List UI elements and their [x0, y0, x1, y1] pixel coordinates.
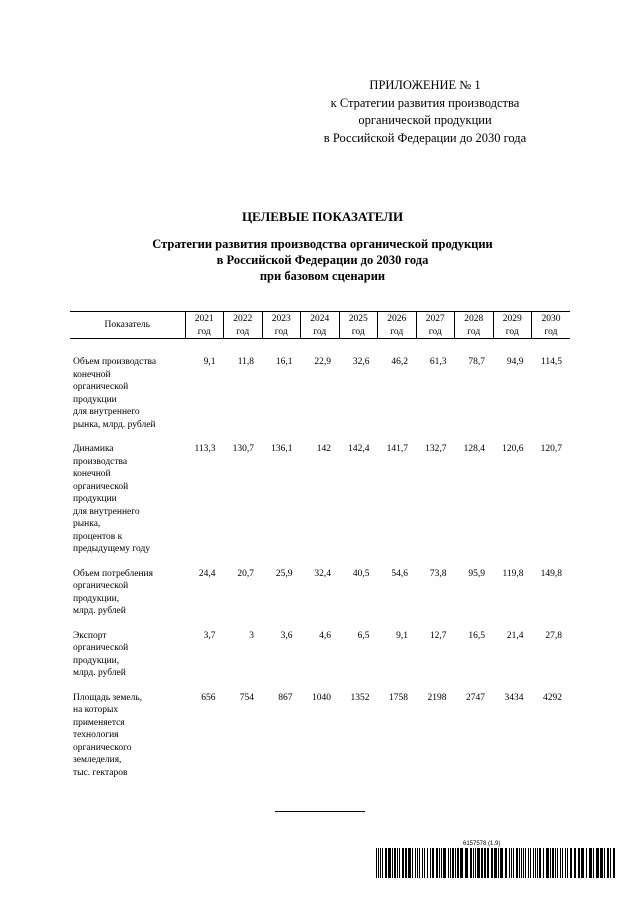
year-suffix: год [351, 326, 365, 337]
indicator-name-cell [70, 692, 185, 792]
appendix-number: ПРИЛОЖЕНИЕ № 1 [369, 78, 481, 92]
value-cell: 9,1 [203, 357, 216, 367]
value-cell: 73,8 [429, 568, 447, 579]
table-row [70, 443, 570, 568]
year-suffix: год [467, 326, 481, 337]
indicator-name-line: продукции [73, 394, 117, 405]
year-suffix: год [313, 326, 327, 337]
value-cell: 142,4 [348, 444, 370, 454]
subtitle-line: при базовом сценарии [259, 269, 386, 283]
year-suffix: год [505, 326, 519, 337]
subtitle-line: Стратегии развития производства органической продукции [152, 237, 493, 251]
year-label: 2025 [348, 314, 368, 324]
value-cell: 54,6 [391, 568, 408, 579]
value-cell: 24,4 [198, 568, 216, 579]
indicator-name-line: Экспорт [73, 630, 107, 641]
value-cell: 21,4 [506, 630, 524, 641]
value-cell: 4292 [543, 692, 562, 703]
value-cell: 132,7 [425, 444, 447, 454]
value-cell: 3434 [504, 692, 524, 703]
value-cell: 12,7 [429, 630, 447, 641]
value-cell: 11,8 [237, 357, 254, 367]
indicator-name-line: рынка, [73, 519, 101, 529]
year-label: 2029 [502, 314, 522, 324]
indicator-name-line: Объем производства [73, 357, 157, 367]
indicator-column-header: Показатель [70, 312, 185, 339]
value-cell: 27,8 [545, 630, 562, 641]
indicator-name-line: производства [73, 456, 128, 467]
table-row [70, 692, 570, 792]
indicator-name-line: млрд. рублей [73, 668, 126, 678]
value-cell: 6,5 [357, 630, 370, 641]
table-row [70, 339, 570, 444]
value-cell: 2747 [466, 692, 485, 703]
indicator-name-line: процентов к [73, 531, 123, 542]
year-label: 2022 [233, 314, 253, 324]
value-cell: 1352 [350, 692, 370, 703]
indicator-name-line: продукции [73, 494, 117, 504]
year-suffix: год [197, 326, 211, 337]
table-row [70, 630, 570, 692]
value-cell: 130,7 [232, 444, 254, 454]
appendix-block [290, 77, 560, 147]
indicator-name-line: земледелия, [73, 755, 122, 765]
indicator-name-line: Площадь земель, [73, 692, 143, 703]
subtitle-line: в Российской Федерации до 2030 года [216, 253, 429, 267]
value-cell: 4,6 [319, 630, 331, 641]
value-cell: 149,8 [540, 568, 562, 579]
year-column-header [493, 312, 532, 339]
indicator-name-line: органической [73, 481, 129, 492]
year-column-header [185, 312, 224, 339]
indicator-name-line: Объем потребления [73, 568, 154, 579]
document-subtitle [100, 236, 545, 284]
year-label: 2028 [464, 314, 484, 324]
value-cell: 61,3 [429, 357, 447, 367]
value-cell: 754 [239, 692, 254, 703]
value-cell: 32,6 [352, 357, 370, 367]
value-cell: 22,9 [314, 357, 331, 367]
indicator-name-cell [70, 339, 185, 444]
value-cell: 119,8 [502, 568, 524, 579]
indicator-name-line: продукции, [73, 655, 120, 666]
end-separator-line [275, 811, 365, 812]
value-cell: 46,2 [391, 357, 408, 367]
value-cell: 128,4 [463, 444, 485, 454]
value-cell: 16,1 [275, 357, 293, 367]
value-cell: 1758 [389, 692, 408, 703]
value-cell: 867 [278, 692, 293, 703]
table-row [70, 568, 570, 630]
indicator-name-cell [70, 630, 185, 692]
appendix-ref-line: к Стратегии развития производства [330, 95, 520, 110]
table-header-row [70, 312, 570, 339]
indicator-name-line: для внутреннего [73, 506, 140, 517]
value-cell: 94,9 [506, 357, 524, 367]
value-cell: 656 [201, 692, 216, 703]
value-cell: 3,7 [203, 630, 216, 641]
indicator-name-line: тыс. гектаров [73, 767, 128, 778]
indicator-name-line: органического [73, 742, 132, 753]
year-column-header [301, 312, 340, 339]
year-suffix: год [428, 326, 442, 337]
indicator-name-line: млрд. рублей [73, 606, 126, 616]
value-cell: 32,4 [314, 568, 331, 579]
indicator-name-line: для внутреннего [73, 407, 140, 417]
document-title: ЦЕЛЕВЫЕ ПОКАЗАТЕЛИ [241, 209, 404, 224]
indicator-name-cell [70, 443, 185, 568]
value-cell: 40,5 [352, 568, 370, 579]
indicator-name-line: технология [73, 730, 119, 740]
value-cell: 20,7 [237, 568, 254, 579]
value-cell: 3,6 [280, 630, 293, 641]
value-cell: 136,1 [271, 444, 293, 454]
value-cell: 16,5 [468, 630, 485, 641]
indicator-name-line: конечной [73, 469, 111, 479]
year-suffix: год [544, 326, 558, 337]
year-suffix: год [236, 326, 250, 337]
table-body [70, 339, 570, 792]
year-column-header [378, 312, 417, 339]
year-label: 2024 [310, 314, 330, 324]
indicator-name-line: рынка, млрд. рублей [73, 419, 156, 430]
value-cell: 142 [316, 444, 331, 454]
value-cell: 114,5 [540, 357, 562, 367]
indicator-name-cell [70, 568, 185, 630]
value-cell: 120,6 [502, 444, 524, 454]
year-column-header [416, 312, 455, 339]
year-label: 2023 [271, 314, 291, 324]
indicators-table [70, 311, 570, 791]
indicator-name-line: предыдущему году [73, 544, 151, 554]
appendix-ref-line: в Российской Федерации до 2030 года [323, 130, 527, 145]
year-column-header [532, 312, 571, 339]
indicator-name-line: органической [73, 382, 129, 392]
document-code: 6157578 (1.9) [463, 841, 501, 847]
year-column-header [224, 312, 263, 339]
year-suffix: год [390, 326, 404, 337]
year-column-header [339, 312, 378, 339]
indicator-name-line: на которых [73, 705, 119, 715]
year-label: 2030 [541, 314, 561, 324]
value-cell: 3 [249, 630, 254, 641]
year-label: 2027 [425, 314, 445, 324]
indicator-name-line: конечной [73, 369, 111, 380]
value-cell: 120,7 [540, 444, 562, 454]
year-column-header [455, 312, 494, 339]
indicator-name-line: органической [73, 581, 129, 591]
barcode [376, 848, 616, 878]
value-cell: 9,1 [396, 630, 408, 641]
value-cell: 78,7 [468, 357, 485, 367]
appendix-ref-line: органической продукции [358, 113, 492, 127]
value-cell: 25,9 [275, 568, 293, 579]
year-column-header [262, 312, 301, 339]
indicator-name-line: продукции, [73, 593, 120, 604]
year-label: 2026 [387, 314, 407, 324]
indicator-name-line: применяется [73, 717, 125, 728]
value-cell: 95,9 [468, 568, 485, 579]
year-suffix: год [274, 326, 288, 337]
value-cell: 141,7 [386, 444, 408, 454]
value-cell: 2198 [427, 692, 447, 703]
value-cell: 113,3 [194, 444, 216, 454]
value-cell: 1040 [312, 692, 331, 703]
indicator-name-line: органической [73, 643, 129, 653]
year-label: 2021 [194, 314, 214, 324]
indicator-name-line: Динамика [73, 444, 114, 454]
